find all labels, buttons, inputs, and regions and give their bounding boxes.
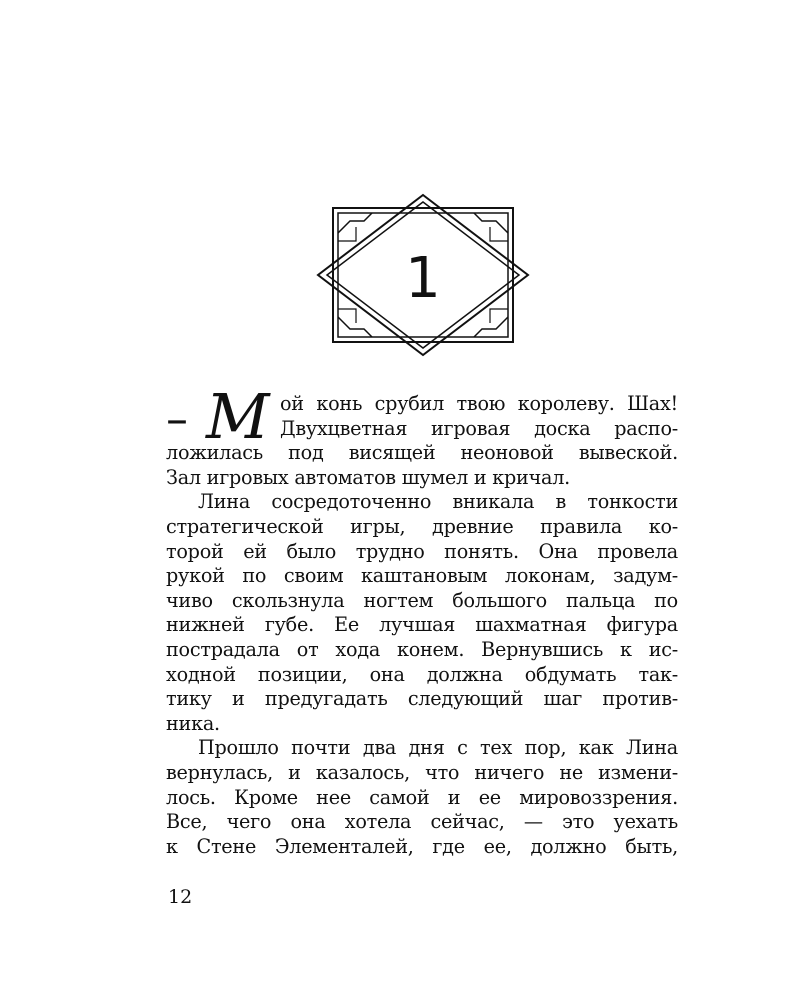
ornament-frame — [316, 193, 530, 357]
text-line: Лина сосредоточенно вникала в тонкости — [198, 490, 678, 514]
chapter-text — [166, 380, 678, 859]
page-number: 12 — [168, 886, 193, 908]
text-line: пострадала от хода конем. Вернувшись к ис- — [166, 637, 678, 661]
text-line: к Стене Элементалей, где ее, должно быть, — [166, 834, 678, 858]
text-line: чиво скользнула ногтем большого пальца по — [166, 588, 678, 612]
text-line: рукой по своим каштановым локонам, задум- — [166, 564, 678, 588]
text-line: тику и предугадать следующий шаг против- — [166, 687, 678, 711]
text-line: нижней губе. Ее лучшая шахматная фигура — [166, 613, 678, 637]
dropcap-dash: – — [166, 394, 188, 445]
text-line: торой ей было трудно понять. Она провела — [166, 539, 678, 563]
text-line: стратегической игры, древние правила ко- — [166, 514, 678, 538]
text-line: вернулась, и казалось, что ничего не измени- — [166, 760, 678, 784]
text-line: лось. Кроме нее самой и ее мировоззрения. — [166, 785, 678, 809]
chapter-emblem — [316, 193, 530, 357]
text-line: ой конь срубил твою королеву. Шах! — [280, 392, 678, 415]
text-line: Зал игровых автоматов шумел и кричал. — [166, 465, 571, 489]
dropcap-letter: М — [206, 380, 270, 453]
text-line: Все, чего она хотела сейчас, — это уехать — [166, 810, 678, 834]
text-line: Прошло почти два дня с тех пор, как Лина — [198, 736, 678, 760]
paragraph — [166, 736, 678, 859]
text-line: ходной позиции, она должна обдумать так- — [166, 662, 678, 686]
chapter-number: 1 — [405, 246, 441, 311]
text-line: ложилась под висящей неоновой вывеской. — [166, 441, 678, 465]
text-line: Двухцветная игровая доска распо- — [280, 416, 678, 440]
paragraph — [166, 490, 678, 736]
text-line: ника. — [166, 711, 220, 735]
